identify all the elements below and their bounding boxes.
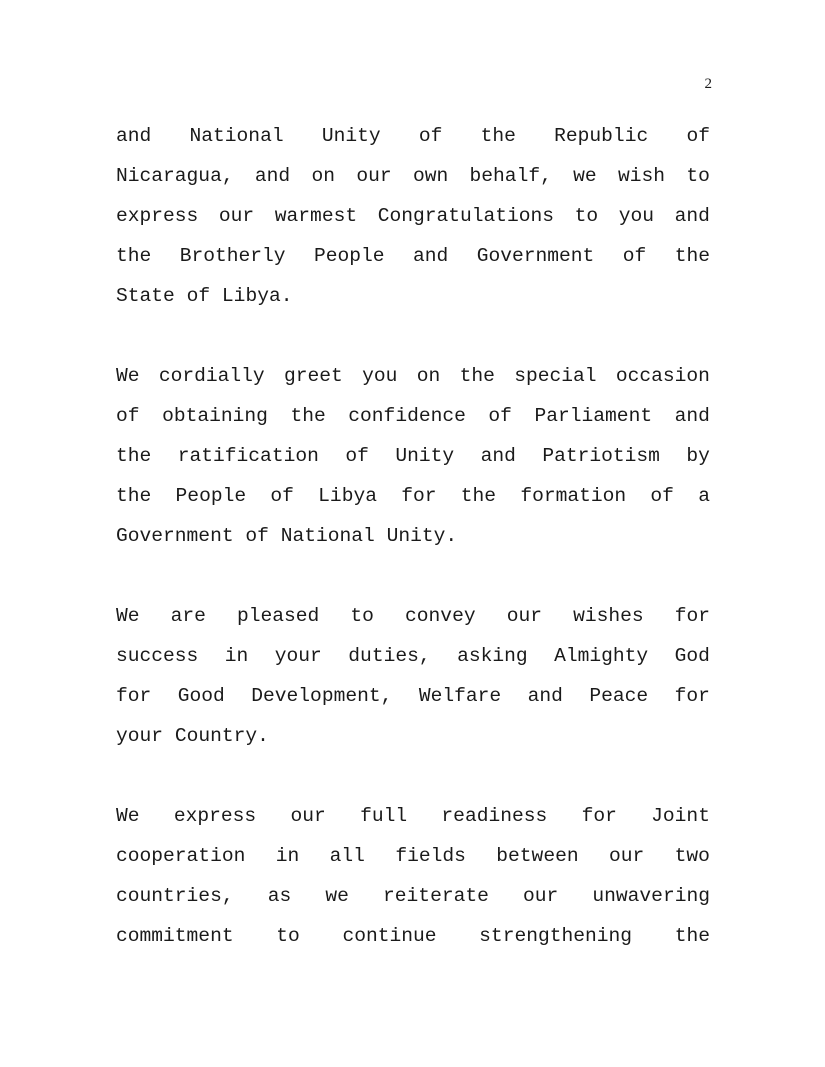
word: are [170,605,206,627]
word: and [527,685,563,707]
word: convey [405,605,476,627]
word: of [245,525,269,547]
word: success [116,645,199,667]
text-line [116,236,710,276]
word: the [116,445,152,467]
word: the [480,125,516,147]
word: Brotherly [179,245,286,267]
word: as [267,885,292,907]
word: National [280,525,375,547]
text-line [116,436,710,476]
word: on [416,365,441,387]
word: full [360,805,408,827]
word: We [116,365,140,387]
word: we [573,165,597,187]
word: special [514,365,597,387]
word: cordially [158,365,265,387]
word: of [686,125,710,147]
word: your [116,725,164,747]
word: Patriotism [542,445,660,467]
word: for [116,685,152,707]
word: of [622,245,647,267]
word: our [290,805,326,827]
text-line [116,476,710,516]
word: Joint [651,805,710,827]
word: and [254,165,291,187]
word: between [496,845,579,867]
word: the [674,925,710,947]
word: express [116,205,199,227]
word: in [275,845,300,867]
word: on [311,165,336,187]
word: our [506,605,542,627]
word: Nicaragua, [116,165,234,187]
word: readiness [441,805,548,827]
word: the [116,245,152,267]
word: and [674,405,710,427]
word: We [116,805,140,827]
word: strengthening [479,925,633,947]
word: Almighty [554,645,649,667]
word: our [356,165,392,187]
text-line [116,796,710,836]
word: greet [284,365,343,387]
word: of [488,405,512,427]
word: Unity [395,445,455,467]
word: continue [342,925,437,947]
word: fields [395,845,466,867]
word: Government [476,245,595,267]
word: and [480,445,516,467]
word: Development, [251,685,393,707]
word: formation [520,485,627,507]
word: to [574,205,599,227]
word: duties, [348,645,431,667]
word: Peace [589,685,649,707]
word: express [173,805,257,827]
word: the [116,485,152,507]
word: for [674,605,710,627]
word: the [290,405,326,427]
text-line [116,716,710,756]
word: the [674,245,710,267]
word: to [686,165,710,187]
word: our [522,885,559,907]
page-number: 2 [704,76,712,92]
word: People [313,245,385,267]
word: you [618,205,655,227]
word: we [325,885,349,907]
word: Welfare [418,685,502,707]
letter-body [116,116,710,996]
text-line [116,196,710,236]
word: confidence [348,405,466,427]
word: wish [618,165,666,187]
word: to [276,925,300,947]
word: Libya [318,485,377,507]
word: our [218,205,255,227]
word: the [459,365,495,387]
word: countries, [116,885,234,907]
word: of [270,485,294,507]
word: Unity [321,125,381,147]
paragraph [116,796,710,956]
word: of [418,125,443,147]
word: behalf, [469,165,552,187]
word: Unity. [386,525,458,547]
word: God [674,645,710,667]
word: Country. [174,725,269,747]
text-line [116,116,710,156]
word: two [674,845,710,867]
paragraph [116,356,710,556]
text-line [116,356,710,396]
word: by [686,445,710,467]
word: of [650,485,674,507]
text-line [116,156,710,196]
text-line [116,636,710,676]
word: for [401,485,437,507]
word: obtaining [162,405,268,427]
text-line [116,516,710,556]
word: your [274,645,322,667]
word: We [116,605,140,627]
word: of [116,405,140,427]
text-line [116,596,710,636]
text-line [116,276,710,316]
word: Government [116,525,234,547]
text-line [116,916,710,956]
word: for [581,805,617,827]
word: all [329,845,365,867]
word: own [412,165,449,187]
text-line [116,876,710,916]
word: cooperation [116,845,246,867]
word: occasion [615,365,710,387]
word: National [189,125,284,147]
word: commitment [116,925,234,947]
word: and [116,125,152,147]
paragraph [116,116,710,316]
word: asking [457,645,528,667]
word: of [186,285,211,307]
word: for [674,685,710,707]
word: and [412,245,449,267]
word: reiterate [383,885,489,907]
word: Libya. [221,285,293,307]
word: of [345,445,369,467]
word: a [698,485,710,507]
paragraph [116,596,710,756]
word: in [224,645,249,667]
word: you [362,365,398,387]
word: People [175,485,247,507]
text-line [116,676,710,716]
word: State [116,285,175,307]
word: our [608,845,645,867]
word: unwavering [592,885,710,907]
word: Good [177,685,225,707]
word: wishes [573,605,644,627]
word: warmest [274,205,358,227]
word: the [460,485,497,507]
word: Parliament [534,405,653,427]
word: pleased [237,605,320,627]
word: Congratulations [377,205,555,227]
word: to [350,605,374,627]
word: Republic [554,125,649,147]
text-line [116,396,710,436]
word: ratification [177,445,319,467]
word: and [674,205,710,227]
text-line [116,836,710,876]
